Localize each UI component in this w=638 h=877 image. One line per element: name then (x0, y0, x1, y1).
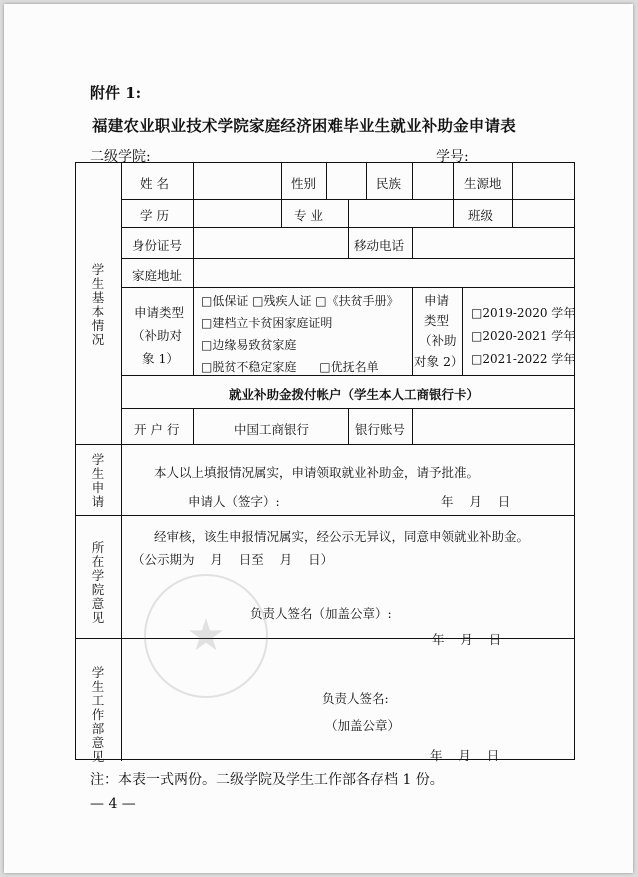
type1-label-line: （补助对 (132, 328, 183, 343)
attachment-label: 附件 1: (90, 84, 142, 102)
education-label: 学 历 (140, 208, 169, 223)
phone-label: 移动电话 (354, 238, 405, 253)
ethnicity-label: 民族 (376, 176, 402, 191)
origin-label: 生源地 (464, 176, 502, 191)
type2-option[interactable]: □2019-2020 学年 (471, 306, 576, 320)
type1-option[interactable]: □建档立卡贫困家庭证明 (201, 316, 333, 330)
id-number-label: 身份证号 (132, 238, 183, 253)
bank-value: 中国工商银行 (234, 422, 310, 437)
account-number-label: 银行账号 (355, 422, 406, 437)
applicant-signature-label: 申请人（签字）: (188, 494, 280, 509)
footer-note: 注：本表一式两份。二级学院及学生工作部各存档 1 份。 (90, 772, 444, 788)
name-label: 姓 名 (140, 176, 169, 191)
dept-seal-label: （加盖公章） (325, 718, 401, 733)
type2-option[interactable]: □2021-2022 学年 (471, 352, 576, 366)
college-statement: 经审核，该生申报情况属实，经公示无异议，同意申领就业补助金。 (154, 529, 530, 544)
college-opinion-section-label: 所在学院意见 (91, 540, 105, 625)
type1-label-line: 象 1） (142, 351, 179, 366)
student-application-section-label: 学生申请 (91, 452, 105, 509)
type2-label-line: 申请 (424, 293, 450, 308)
dept-date: 年 月 日 (430, 748, 500, 763)
student-number-label: 学号: (436, 149, 469, 165)
major-label: 专 业 (294, 208, 323, 223)
account-section-title: 就业补助金拨付帐户（学生本人工商银行卡） (229, 387, 480, 402)
type1-option[interactable]: □低保证 □残疾人证 □《扶贫手册》 (201, 294, 399, 308)
college-signer-label: 负责人签名（加盖公章）: (250, 606, 392, 621)
page-number: — 4 — (90, 796, 136, 812)
type2-label-line: 类型 (424, 313, 450, 328)
type2-label-line: 对象 2） (414, 354, 464, 369)
college-label: 二级学院: (90, 149, 151, 165)
type1-option[interactable]: □边缘易致贫家庭 (201, 338, 297, 352)
basic-info-section-label: 学生基本情况 (91, 262, 105, 347)
student-date: 年 月 日 (441, 494, 511, 509)
document-page (4, 4, 633, 873)
gender-label: 性别 (291, 176, 317, 191)
bank-label: 开 户 行 (134, 422, 180, 437)
type2-label-line: （补助 (419, 333, 457, 348)
dept-signer-label: 负责人签名: (322, 691, 389, 706)
type2-option[interactable]: □2020-2021 学年 (471, 329, 576, 343)
form-title: 福建农业职业技术学院家庭经济困难毕业生就业补助金申请表 (92, 116, 516, 135)
faded-official-seal (144, 574, 268, 698)
college-date: 年 月 日 (432, 632, 502, 647)
class-label: 班级 (468, 208, 494, 223)
student-statement: 本人以上填报情况属实，申请领取就业补助金，请予批准。 (154, 465, 480, 480)
type1-label-line: 申请类型 (134, 305, 185, 320)
seal-star-icon: ★ (186, 610, 226, 661)
type1-option[interactable]: □脱贫不稳定家庭 □优抚名单 (201, 360, 379, 374)
home-address-label: 家庭地址 (132, 268, 183, 283)
publicity-period: （公示期为 月 日至 月 日） (132, 552, 334, 567)
dept-opinion-section-label: 学生工作部意见 (91, 665, 105, 764)
